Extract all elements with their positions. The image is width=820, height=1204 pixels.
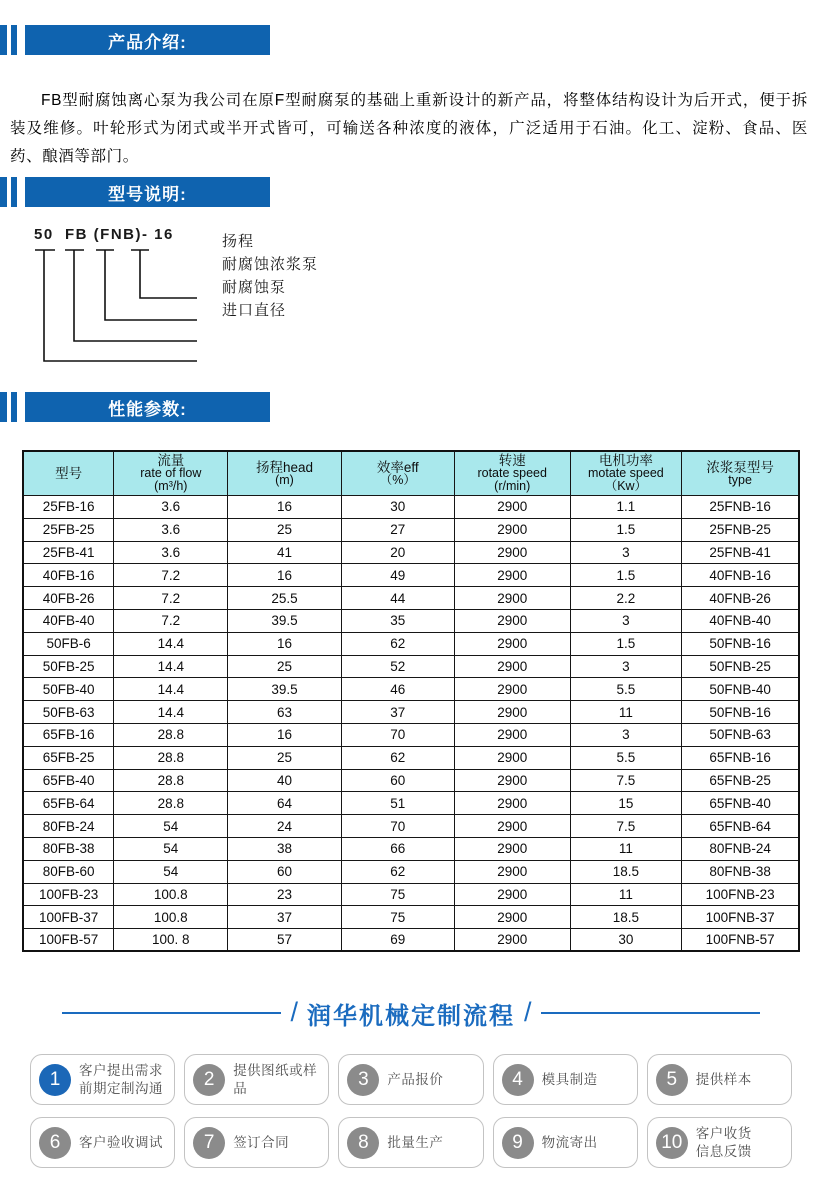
table-row xyxy=(23,655,799,678)
header-zh-label: 浓浆泵型号 xyxy=(706,459,774,475)
cell-motor-power: 11 xyxy=(570,837,682,860)
section-title-product-intro: 产品介绍: xyxy=(25,25,270,55)
header-en-label: rotate speed xyxy=(477,466,547,480)
table-row xyxy=(23,723,799,746)
cell-model: 50FB-40 xyxy=(23,678,114,701)
model-code-labels xyxy=(222,230,318,322)
cell-head: 16 xyxy=(228,723,341,746)
step-number-badge: 6 xyxy=(39,1127,71,1159)
cell-head: 24 xyxy=(228,815,341,838)
header-stripe xyxy=(0,177,7,207)
step-label: 提供样本 xyxy=(695,1071,752,1087)
cell-motor-power: 3 xyxy=(570,541,682,564)
cell-slurry-pump-type: 80FNB-24 xyxy=(682,837,799,860)
section-title-performance: 性能参数: xyxy=(25,392,270,422)
cell-model: 40FB-26 xyxy=(23,587,114,610)
cell-rotate-speed: 2900 xyxy=(454,792,570,815)
cell-slurry-pump-type: 65FNB-64 xyxy=(682,815,799,838)
step-label: 客户提出需求 前期定制沟通 xyxy=(79,1062,163,1096)
step-number-badge: 9 xyxy=(502,1127,534,1159)
cell-head: 16 xyxy=(228,496,341,519)
step-number-badge: 2 xyxy=(193,1064,225,1096)
section-header-product-intro xyxy=(0,25,820,55)
cell-model: 40FB-16 xyxy=(23,564,114,587)
cell-model: 50FB-25 xyxy=(23,655,114,678)
header-unit-label: （%） xyxy=(379,472,416,487)
table-row xyxy=(23,746,799,769)
cell-motor-power: 18.5 xyxy=(570,906,682,929)
cell-flow-rate: 3.6 xyxy=(114,541,228,564)
cell-efficiency: 62 xyxy=(341,746,454,769)
table-header-cell xyxy=(23,451,114,496)
process-step-card xyxy=(647,1117,792,1168)
cell-efficiency: 66 xyxy=(341,837,454,860)
cell-head: 39.5 xyxy=(228,678,341,701)
step-number-badge: 1 xyxy=(39,1064,71,1096)
cell-flow-rate: 28.8 xyxy=(114,792,228,815)
cell-motor-power: 5.5 xyxy=(570,678,682,701)
cell-flow-rate: 28.8 xyxy=(114,723,228,746)
table-header-cell xyxy=(570,451,682,496)
table-header-row xyxy=(23,451,799,496)
cell-slurry-pump-type: 65FNB-25 xyxy=(682,769,799,792)
title-rule-left xyxy=(62,1012,281,1014)
cell-head: 37 xyxy=(228,906,341,929)
step-number-badge: 3 xyxy=(347,1064,379,1096)
cell-slurry-pump-type: 50FNB-16 xyxy=(682,701,799,724)
cell-rotate-speed: 2900 xyxy=(454,860,570,883)
cell-head: 25.5 xyxy=(228,587,341,610)
model-label-head: 扬程 xyxy=(222,233,255,250)
process-step-card xyxy=(493,1054,638,1105)
header-zh-label: 电机功率 xyxy=(598,453,653,468)
header-en-label: motate speed xyxy=(588,466,664,480)
cell-head: 23 xyxy=(228,883,341,906)
step-number-badge: 5 xyxy=(656,1064,688,1096)
cell-head: 60 xyxy=(228,860,341,883)
cell-motor-power: 18.5 xyxy=(570,860,682,883)
cell-flow-rate: 54 xyxy=(114,837,228,860)
table-row xyxy=(23,632,799,655)
table-row xyxy=(23,906,799,929)
cell-flow-rate: 100.8 xyxy=(114,883,228,906)
cell-rotate-speed: 2900 xyxy=(454,929,570,952)
performance-table xyxy=(22,450,800,952)
slash-decoration: / xyxy=(524,996,532,1027)
cell-head: 64 xyxy=(228,792,341,815)
header-en-label: rate of flow xyxy=(140,466,202,480)
table-row xyxy=(23,564,799,587)
cell-flow-rate: 7.2 xyxy=(114,609,228,632)
header-zh-label: 转速 xyxy=(498,453,526,468)
cell-flow-rate: 54 xyxy=(114,815,228,838)
cell-model: 80FB-24 xyxy=(23,815,114,838)
table-header-cell xyxy=(228,451,341,496)
cell-model: 25FB-25 xyxy=(23,518,114,541)
cell-efficiency: 70 xyxy=(341,815,454,838)
cell-flow-rate: 28.8 xyxy=(114,769,228,792)
cell-rotate-speed: 2900 xyxy=(454,723,570,746)
cell-head: 63 xyxy=(228,701,341,724)
cell-slurry-pump-type: 100FNB-37 xyxy=(682,906,799,929)
cell-model: 80FB-60 xyxy=(23,860,114,883)
cell-model: 40FB-40 xyxy=(23,609,114,632)
process-step-card xyxy=(30,1117,175,1168)
step-label: 批量生产 xyxy=(387,1134,444,1150)
table-row xyxy=(23,541,799,564)
cell-flow-rate: 54 xyxy=(114,860,228,883)
cell-efficiency: 37 xyxy=(341,701,454,724)
process-step-card xyxy=(30,1054,175,1105)
header-stripe xyxy=(11,177,17,207)
cell-motor-power: 2.2 xyxy=(570,587,682,610)
cell-head: 38 xyxy=(228,837,341,860)
cell-rotate-speed: 2900 xyxy=(454,769,570,792)
cell-slurry-pump-type: 65FNB-16 xyxy=(682,746,799,769)
cell-rotate-speed: 2900 xyxy=(454,701,570,724)
header-en-label: type xyxy=(728,472,752,487)
cell-model: 65FB-64 xyxy=(23,792,114,815)
cell-slurry-pump-type: 50FNB-40 xyxy=(682,678,799,701)
step-label: 客户收货 信息反馈 xyxy=(695,1125,752,1159)
title-rule-right xyxy=(541,1012,760,1014)
cell-motor-power: 11 xyxy=(570,701,682,724)
cell-model: 80FB-38 xyxy=(23,837,114,860)
cell-rotate-speed: 2900 xyxy=(454,587,570,610)
cell-flow-rate: 3.6 xyxy=(114,496,228,519)
cell-efficiency: 30 xyxy=(341,496,454,519)
model-code-text: 50 FB (FNB)- 16 xyxy=(34,226,174,243)
process-steps xyxy=(30,1054,792,1168)
cell-head: 40 xyxy=(228,769,341,792)
cell-model: 100FB-57 xyxy=(23,929,114,952)
cell-flow-rate: 14.4 xyxy=(114,701,228,724)
process-step-card xyxy=(338,1054,483,1105)
cell-rotate-speed: 2900 xyxy=(454,609,570,632)
section-header-performance xyxy=(0,392,820,422)
header-stripe xyxy=(11,392,17,422)
step-label: 客户验收调试 xyxy=(79,1134,163,1150)
cell-rotate-speed: 2900 xyxy=(454,906,570,929)
product-intro-text: FB型耐腐蚀离心泵为我公司在原F型耐腐泵的基础上重新设计的新产品，将整体结构设计为后开式，便于拆装及维修。叶轮形式为闭式或半开式皆可，可输送各种浓度的液体，广泛适用于石油。化工、淀粉、食品、医药、酿酒等部门。 xyxy=(10,92,808,165)
table-body xyxy=(23,496,799,952)
cell-rotate-speed: 2900 xyxy=(454,837,570,860)
cell-efficiency: 27 xyxy=(341,518,454,541)
cell-rotate-speed: 2900 xyxy=(454,655,570,678)
cell-slurry-pump-type: 40FNB-40 xyxy=(682,609,799,632)
cell-rotate-speed: 2900 xyxy=(454,746,570,769)
cell-head: 39.5 xyxy=(228,609,341,632)
header-zh-label: 扬程head xyxy=(255,459,313,475)
cell-head: 25 xyxy=(228,746,341,769)
step-label: 物流寄出 xyxy=(541,1134,598,1150)
cell-efficiency: 69 xyxy=(341,929,454,952)
table-row xyxy=(23,587,799,610)
table-row xyxy=(23,860,799,883)
cell-slurry-pump-type: 50FNB-63 xyxy=(682,723,799,746)
cell-rotate-speed: 2900 xyxy=(454,632,570,655)
model-code-diagram xyxy=(0,224,820,376)
header-unit-label: (m) xyxy=(275,472,294,487)
cell-efficiency: 62 xyxy=(341,860,454,883)
cell-flow-rate: 14.4 xyxy=(114,632,228,655)
cell-rotate-speed: 2900 xyxy=(454,496,570,519)
process-step-card xyxy=(184,1117,329,1168)
process-step-card xyxy=(338,1117,483,1168)
cell-head: 57 xyxy=(228,929,341,952)
cell-head: 16 xyxy=(228,632,341,655)
cell-motor-power: 15 xyxy=(570,792,682,815)
header-unit-label: （Kw） xyxy=(604,479,648,493)
cell-slurry-pump-type: 25FNB-25 xyxy=(682,518,799,541)
step-label: 签订合同 xyxy=(233,1134,290,1150)
cell-slurry-pump-type: 40FNB-16 xyxy=(682,564,799,587)
cell-rotate-speed: 2900 xyxy=(454,564,570,587)
cell-rotate-speed: 2900 xyxy=(454,541,570,564)
cell-efficiency: 20 xyxy=(341,541,454,564)
table-row xyxy=(23,883,799,906)
header-zh-label: 流量 xyxy=(157,453,185,468)
step-number-badge: 4 xyxy=(502,1064,534,1096)
cell-efficiency: 44 xyxy=(341,587,454,610)
table-row xyxy=(23,837,799,860)
cell-model: 65FB-16 xyxy=(23,723,114,746)
cell-efficiency: 52 xyxy=(341,655,454,678)
cell-efficiency: 60 xyxy=(341,769,454,792)
cell-efficiency: 49 xyxy=(341,564,454,587)
table-row xyxy=(23,496,799,519)
table-row xyxy=(23,815,799,838)
table-row xyxy=(23,792,799,815)
cell-motor-power: 3 xyxy=(570,723,682,746)
cell-slurry-pump-type: 80FNB-38 xyxy=(682,860,799,883)
model-label-slurry-pump: 耐腐蚀浓浆泵 xyxy=(222,256,319,273)
cell-model: 25FB-41 xyxy=(23,541,114,564)
cell-slurry-pump-type: 50FNB-16 xyxy=(682,632,799,655)
cell-motor-power: 1.5 xyxy=(570,564,682,587)
cell-slurry-pump-type: 65FNB-40 xyxy=(682,792,799,815)
cell-head: 25 xyxy=(228,518,341,541)
process-step-card xyxy=(184,1054,329,1105)
cell-motor-power: 7.5 xyxy=(570,815,682,838)
table-row xyxy=(23,518,799,541)
cell-slurry-pump-type: 100FNB-57 xyxy=(682,929,799,952)
header-unit-label: (r/min) xyxy=(494,479,531,493)
header-zh-label: 效率eff xyxy=(376,459,419,475)
step-label: 模具制造 xyxy=(541,1071,598,1087)
cell-flow-rate: 100. 8 xyxy=(114,929,228,952)
cell-motor-power: 30 xyxy=(570,929,682,952)
cell-flow-rate: 100.8 xyxy=(114,906,228,929)
cell-motor-power: 1.5 xyxy=(570,518,682,541)
cell-rotate-speed: 2900 xyxy=(454,815,570,838)
cell-rotate-speed: 2900 xyxy=(454,883,570,906)
process-title-banner xyxy=(62,998,760,1028)
table-row xyxy=(23,929,799,952)
cell-motor-power: 1.5 xyxy=(570,632,682,655)
header-unit-label: (m³/h) xyxy=(154,479,188,493)
header-zh-label: 型号 xyxy=(55,466,83,481)
cell-efficiency: 35 xyxy=(341,609,454,632)
cell-efficiency: 62 xyxy=(341,632,454,655)
cell-flow-rate: 28.8 xyxy=(114,746,228,769)
table-row xyxy=(23,678,799,701)
cell-efficiency: 51 xyxy=(341,792,454,815)
cell-model: 65FB-25 xyxy=(23,746,114,769)
section-title-model-explanation: 型号说明: xyxy=(25,177,270,207)
table-row xyxy=(23,769,799,792)
cell-head: 25 xyxy=(228,655,341,678)
cell-flow-rate: 3.6 xyxy=(114,518,228,541)
table-row xyxy=(23,609,799,632)
cell-slurry-pump-type: 50FNB-25 xyxy=(682,655,799,678)
cell-slurry-pump-type: 100FNB-23 xyxy=(682,883,799,906)
table-header-cell xyxy=(114,451,228,496)
cell-slurry-pump-type: 40FNB-26 xyxy=(682,587,799,610)
step-label: 产品报价 xyxy=(387,1071,444,1087)
header-stripe xyxy=(11,25,17,55)
cell-motor-power: 3 xyxy=(570,655,682,678)
cell-flow-rate: 14.4 xyxy=(114,655,228,678)
cell-slurry-pump-type: 25FNB-41 xyxy=(682,541,799,564)
step-number-badge: 10 xyxy=(656,1127,688,1159)
cell-head: 16 xyxy=(228,564,341,587)
cell-rotate-speed: 2900 xyxy=(454,518,570,541)
cell-model: 100FB-37 xyxy=(23,906,114,929)
header-stripe xyxy=(0,25,7,55)
cell-motor-power: 7.5 xyxy=(570,769,682,792)
cell-motor-power: 5.5 xyxy=(570,746,682,769)
cell-head: 41 xyxy=(228,541,341,564)
cell-flow-rate: 14.4 xyxy=(114,678,228,701)
table-row xyxy=(23,701,799,724)
model-code-callout-lines xyxy=(0,224,780,376)
cell-flow-rate: 7.2 xyxy=(114,587,228,610)
cell-slurry-pump-type: 25FNB-16 xyxy=(682,496,799,519)
model-label-anticorrosion-pump: 耐腐蚀泵 xyxy=(222,279,287,296)
cell-model: 25FB-16 xyxy=(23,496,114,519)
cell-model: 50FB-6 xyxy=(23,632,114,655)
model-label-inlet-diameter: 进口直径 xyxy=(222,302,287,319)
cell-efficiency: 75 xyxy=(341,883,454,906)
cell-motor-power: 3 xyxy=(570,609,682,632)
step-number-badge: 8 xyxy=(347,1127,379,1159)
slash-decoration: / xyxy=(290,996,298,1027)
header-stripe xyxy=(0,392,7,422)
cell-efficiency: 46 xyxy=(341,678,454,701)
process-step-card xyxy=(493,1117,638,1168)
cell-model: 50FB-63 xyxy=(23,701,114,724)
process-title-text: 润华机械定制流程 xyxy=(307,1002,515,1030)
table-header-cell xyxy=(454,451,570,496)
table-header-cell xyxy=(341,451,454,496)
table-header-cell xyxy=(682,451,799,496)
cell-efficiency: 70 xyxy=(341,723,454,746)
cell-motor-power: 11 xyxy=(570,883,682,906)
section-header-model-explanation xyxy=(0,177,820,207)
process-step-card xyxy=(647,1054,792,1105)
step-number-badge: 7 xyxy=(193,1127,225,1159)
step-label: 提供图纸或样 品 xyxy=(233,1062,318,1096)
cell-model: 100FB-23 xyxy=(23,883,114,906)
cell-flow-rate: 7.2 xyxy=(114,564,228,587)
cell-motor-power: 1.1 xyxy=(570,496,682,519)
cell-efficiency: 75 xyxy=(341,906,454,929)
cell-rotate-speed: 2900 xyxy=(454,678,570,701)
cell-model: 65FB-40 xyxy=(23,769,114,792)
